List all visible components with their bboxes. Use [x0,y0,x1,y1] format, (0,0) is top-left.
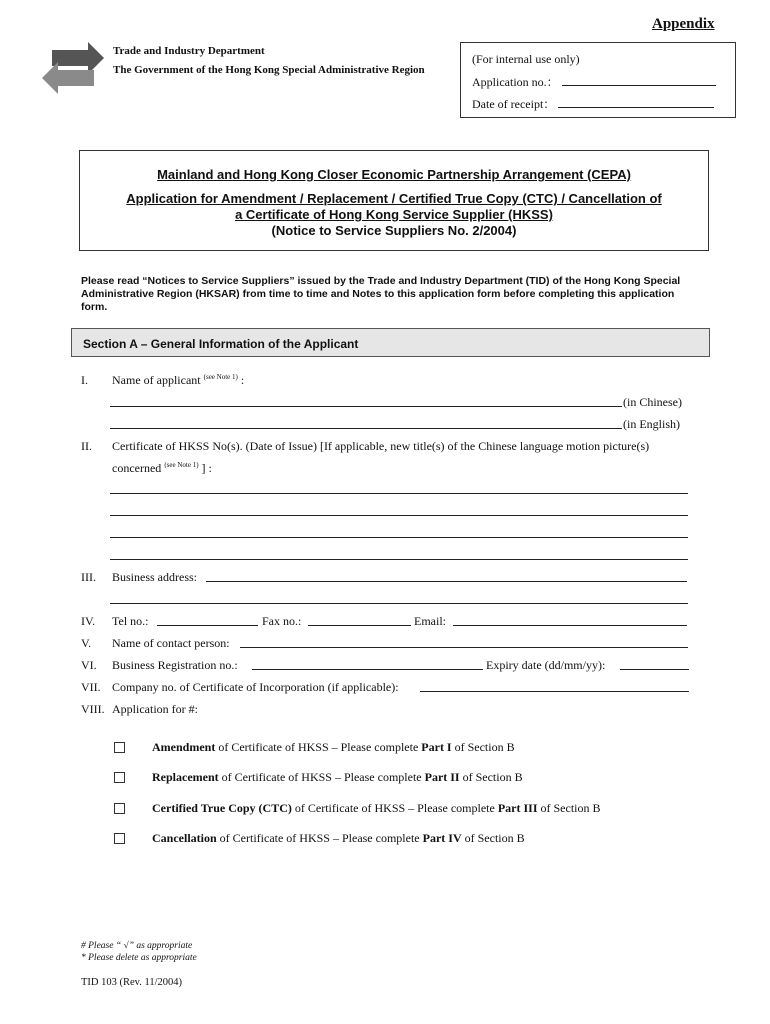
option-bold: Cancellation [152,831,217,845]
section-a-header [71,328,710,357]
date-of-receipt-field[interactable] [558,97,714,108]
item-ii-number: II. [81,439,92,453]
certificate-nos-line-3[interactable] [110,537,688,538]
company-no-field[interactable] [420,691,689,692]
email-label: Email: [414,614,446,628]
contact-person-label: Name of contact person: [112,636,230,650]
item-iii-number: III. [81,570,96,584]
item-vi-number: VI. [81,658,97,672]
option-text: of Certificate of HKSS – Please complete [291,801,498,815]
tel-field[interactable] [157,625,258,626]
option-tail: of Section B [461,831,525,845]
business-address-field-2[interactable] [110,603,688,604]
intro-text: Please read “Notices to Service Suppliers” issued by the Trade and Industry Department (TID) of the Hong Kong Special Administrative Region (HKSAR) from time to time and Notes to this application form before completing this application form. [81,275,681,313]
bracket-colon: ] : [201,461,212,475]
option-tail: of Section B [459,770,523,784]
amendment-checkbox[interactable] [114,742,125,753]
application-no-field[interactable] [562,75,716,86]
applicant-name-english-field[interactable] [110,428,622,429]
option-text: of Certificate of HKSS – Please complete [215,740,422,754]
email-field[interactable] [453,625,687,626]
item-vii-number: VII. [81,680,101,694]
title-line-4: (Notice to Service Suppliers No. 2/2004) [271,223,517,238]
department-name: Trade and Industry Department [113,45,265,57]
option-tail: of Section B [537,801,601,815]
section-a-title: Section A – General Information of the Applicant [83,337,359,351]
note-ref: (see Note 1) [164,461,199,469]
tel-label: Tel no.: [112,614,149,628]
tid-logo-icon [40,40,106,96]
option-part: Part IV [422,831,462,845]
ctc-checkbox[interactable] [114,803,125,814]
option-bold: Certified True Copy (CTC) [152,801,292,815]
name-of-applicant-text: Name of applicant [112,373,201,387]
option-tail: of Section B [451,740,515,754]
name-of-applicant-label [112,373,244,388]
in-chinese-label: (in Chinese) [623,395,682,409]
concerned-text: concerned [112,461,162,475]
colon: : [240,373,245,387]
internal-use-box [460,42,736,118]
option-part: Part I [421,740,452,754]
internal-use-heading: (For internal use only) [472,52,580,66]
item-v-number: V. [81,636,92,650]
date-of-receipt-row [472,95,714,112]
footnote-hash: # Please “ √” as appropriate [81,941,193,951]
note-ref: (see Note 1) [203,373,238,381]
application-no-row [472,73,716,90]
cancellation-checkbox[interactable] [114,833,125,844]
business-address-field-1[interactable] [206,581,687,582]
option-bold: Amendment [152,740,216,754]
business-registration-field[interactable] [252,669,483,670]
amendment-option-label [152,740,515,755]
expiry-date-label: Expiry date (dd/mm/yy): [486,658,606,672]
footnote-star: * Please delete as appropriate [81,953,197,963]
title-line-1: Mainland and Hong Kong Closer Economic Partnership Arrangement (CEPA) [157,167,631,182]
replacement-option-label [152,770,523,785]
certificate-nos-label-2 [112,461,212,476]
fax-field[interactable] [308,625,411,626]
expiry-date-field[interactable] [620,669,689,670]
item-i-number: I. [81,373,88,387]
business-registration-label: Business Registration no.: [112,658,238,672]
document-reference: TID 103 (Rev. 11/2004) [81,977,182,988]
fax-label: Fax no.: [262,614,302,628]
option-bold: Replacement [152,770,219,784]
appendix-label: Appendix [652,16,715,32]
certificate-nos-line-1[interactable] [110,493,688,494]
certificate-nos-line-2[interactable] [110,515,688,516]
replacement-checkbox[interactable] [114,772,125,783]
in-english-label: (in English) [623,417,680,431]
contact-person-field[interactable] [240,647,688,648]
certificate-nos-label-1: Certificate of HKSS No(s). (Date of Issue) [If applicable, new title(s) of the Chinese language motion picture(s) [112,439,650,453]
item-iv-number: IV. [81,614,96,628]
title-line-3: a Certificate of Hong Kong Service Supplier (HKSS) [235,207,553,222]
title-box [79,150,709,251]
option-part: Part II [424,770,460,784]
business-address-label: Business address: [112,570,197,584]
applicant-name-chinese-field[interactable] [110,406,622,407]
ctc-option-label [152,801,601,816]
government-name: The Government of the Hong Kong Special Administrative Region [113,64,425,76]
title-line-2: Application for Amendment / Replacement / Certified True Copy (CTC) / Cancellation of [126,191,662,206]
certificate-nos-line-4[interactable] [110,559,688,560]
option-part: Part III [497,801,538,815]
date-of-receipt-label: Date of receipt： [472,97,556,111]
application-no-label: Application no.： [472,75,559,89]
option-text: of Certificate of HKSS – Please complete [218,770,425,784]
item-viii-number: VIII. [81,702,105,716]
cancellation-option-label [152,831,525,846]
application-for-label: Application for #: [112,702,198,716]
option-text: of Certificate of HKSS – Please complete [216,831,423,845]
company-no-label: Company no. of Certificate of Incorporation (if applicable): [112,680,399,694]
